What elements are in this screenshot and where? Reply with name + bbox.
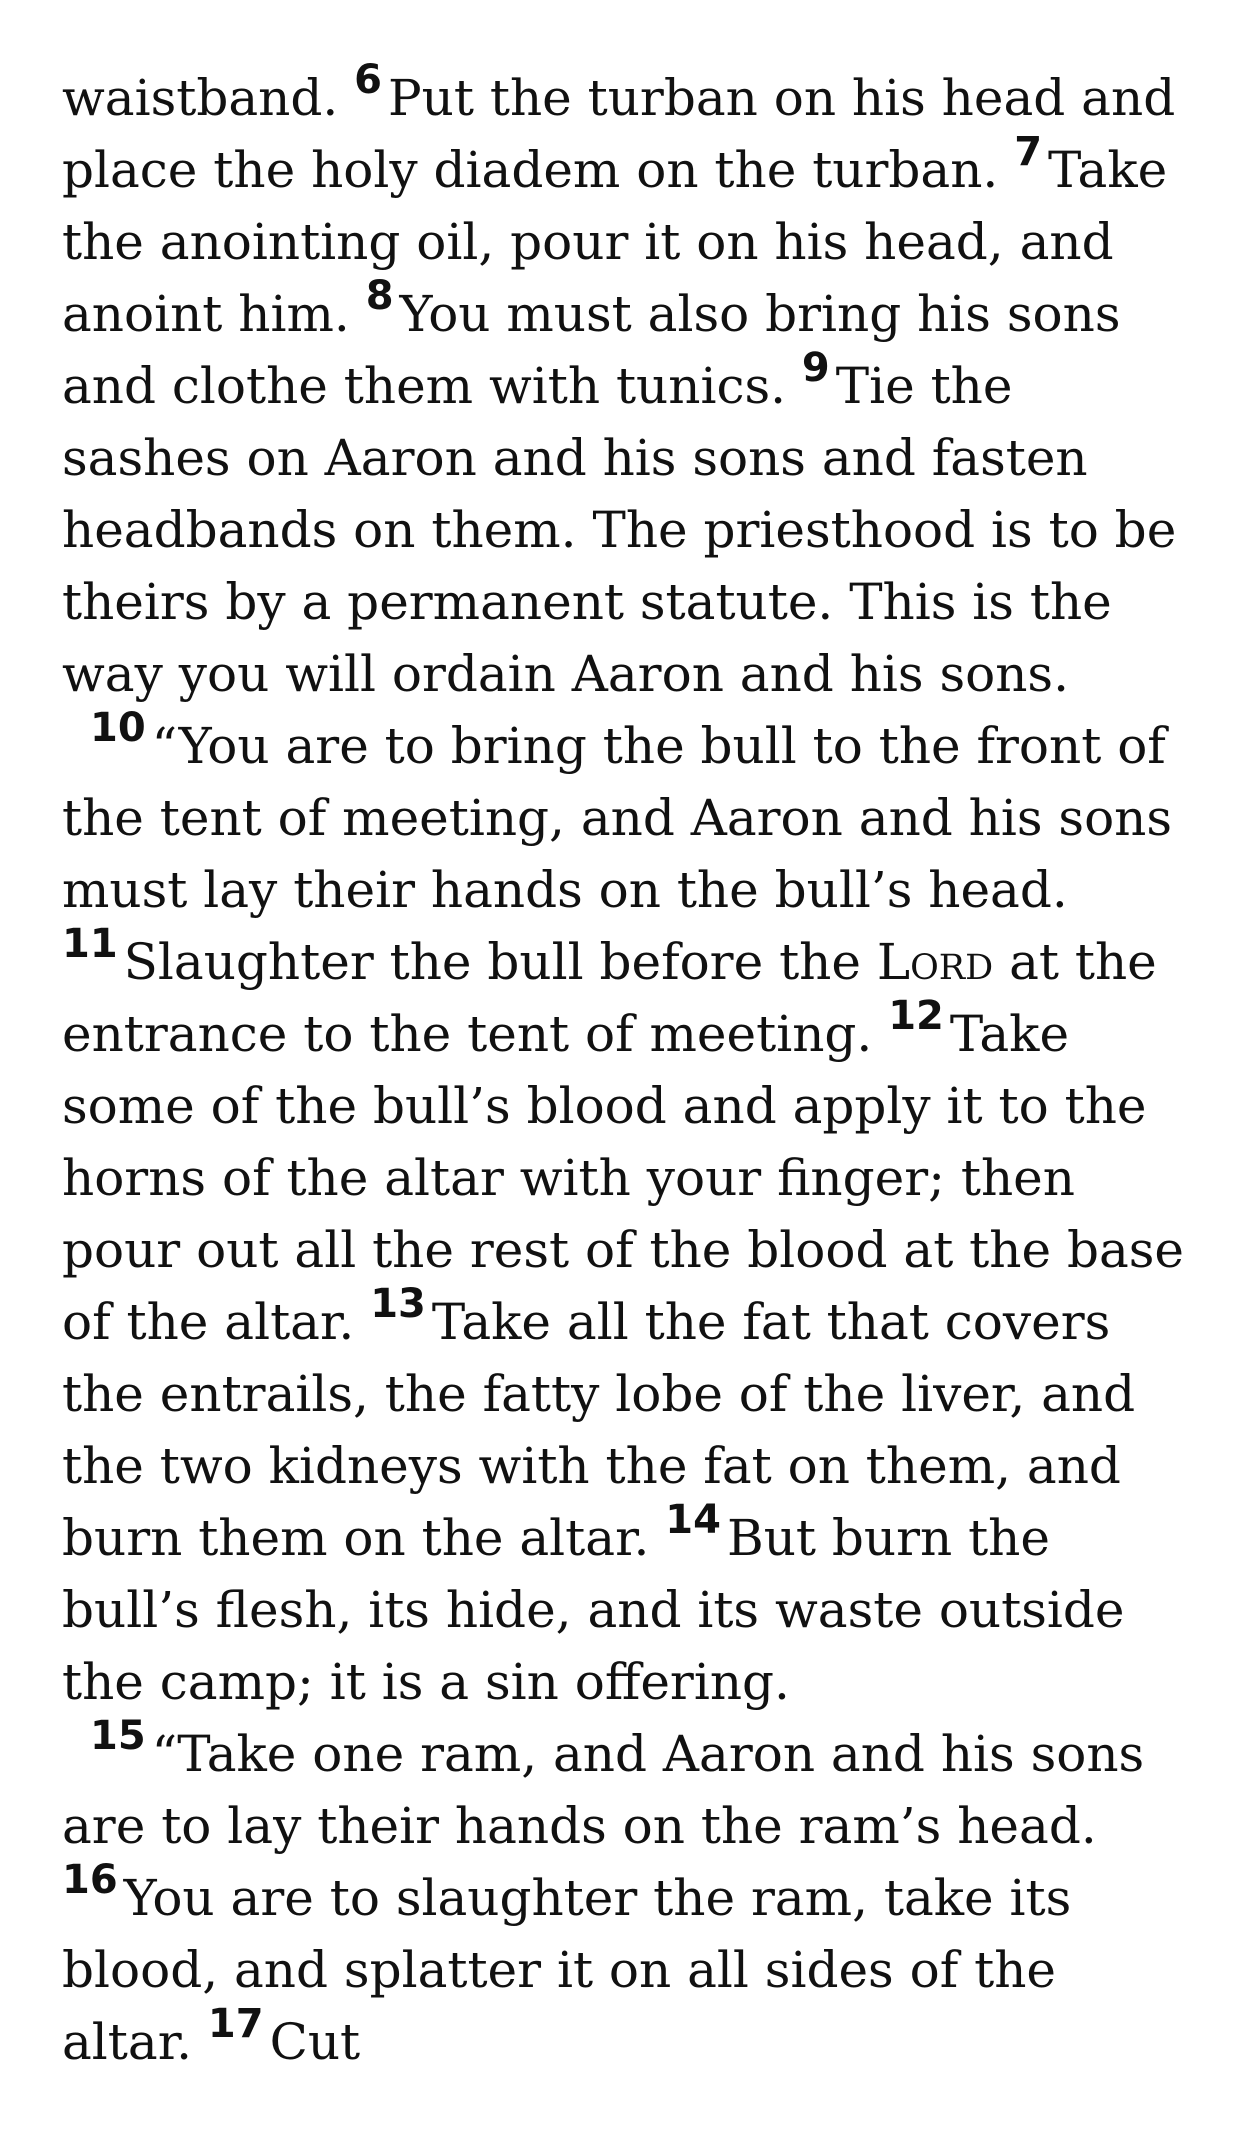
divine-name-smallcaps: Lord — [876, 933, 994, 991]
verse-number[interactable]: 8 — [365, 273, 394, 319]
verse-text: You are to slaughter the ram, take its blood, and splatter it on all sides of the altar. — [62, 1869, 1072, 2071]
verse-number[interactable]: 16 — [62, 1857, 118, 1903]
reading-pane — [62, 57, 1192, 2078]
verse-text: Tie the sashes on Aaron and his sons and fasten headbands on them. The priesthood is to be theirs by a permanent statute. This is the way you will ordain Aaron and his sons. — [62, 357, 1177, 703]
verse-text: Take the anointing oil, pour it on his head, and anoint him. — [62, 141, 1168, 343]
scripture-paragraph — [62, 705, 1192, 1718]
verse-number[interactable]: 6 — [354, 57, 383, 103]
verse-text: Take some of the bull’s blood and apply it to the horns of the altar with your finger; then pour out all the rest of the blood at the base of the altar. — [62, 1005, 1185, 1351]
verse-text: “You are to bring the bull to the front of the tent of meeting, and Aaron and his sons must lay their hands on the bull’s head. — [62, 717, 1173, 919]
verse-number[interactable]: 11 — [62, 921, 118, 967]
verse-number[interactable]: 12 — [888, 993, 944, 1039]
verse-text: at the entrance to the tent of meeting. — [62, 933, 1157, 1063]
verse-number[interactable]: 15 — [90, 1713, 146, 1759]
verse-text: waistband. — [62, 69, 355, 127]
scripture-paragraph — [62, 57, 1192, 710]
verse-text: Put the turban on his head and place the holy diadem on the turban. — [62, 69, 1176, 199]
verse-text: Cut — [269, 2013, 361, 2071]
verse-number[interactable]: 13 — [370, 1281, 426, 1327]
verse-text: You must also bring his sons and clothe them with tunics. — [62, 285, 1121, 415]
verse-number[interactable]: 14 — [665, 1497, 721, 1543]
verse-text: But burn the bull’s flesh, its hide, and its waste outside the camp; it is a sin offering. — [62, 1509, 1125, 1711]
verse-text: “Take one ram, and Aaron and his sons are to lay their hands on the ram’s head. — [62, 1725, 1145, 1855]
verse-number[interactable]: 9 — [801, 345, 830, 391]
verse-number[interactable]: 10 — [90, 705, 146, 751]
scripture-paragraph — [62, 1713, 1192, 2078]
verse-text: Slaughter the bull before the — [123, 933, 877, 991]
verse-number[interactable]: 17 — [207, 2001, 264, 2047]
verse-number[interactable]: 7 — [1014, 129, 1043, 175]
verse-text: Take all the fat that covers the entrails, the fatty lobe of the liver, and the two kidneys with the fat on them, and burn them on the altar. — [62, 1293, 1136, 1567]
